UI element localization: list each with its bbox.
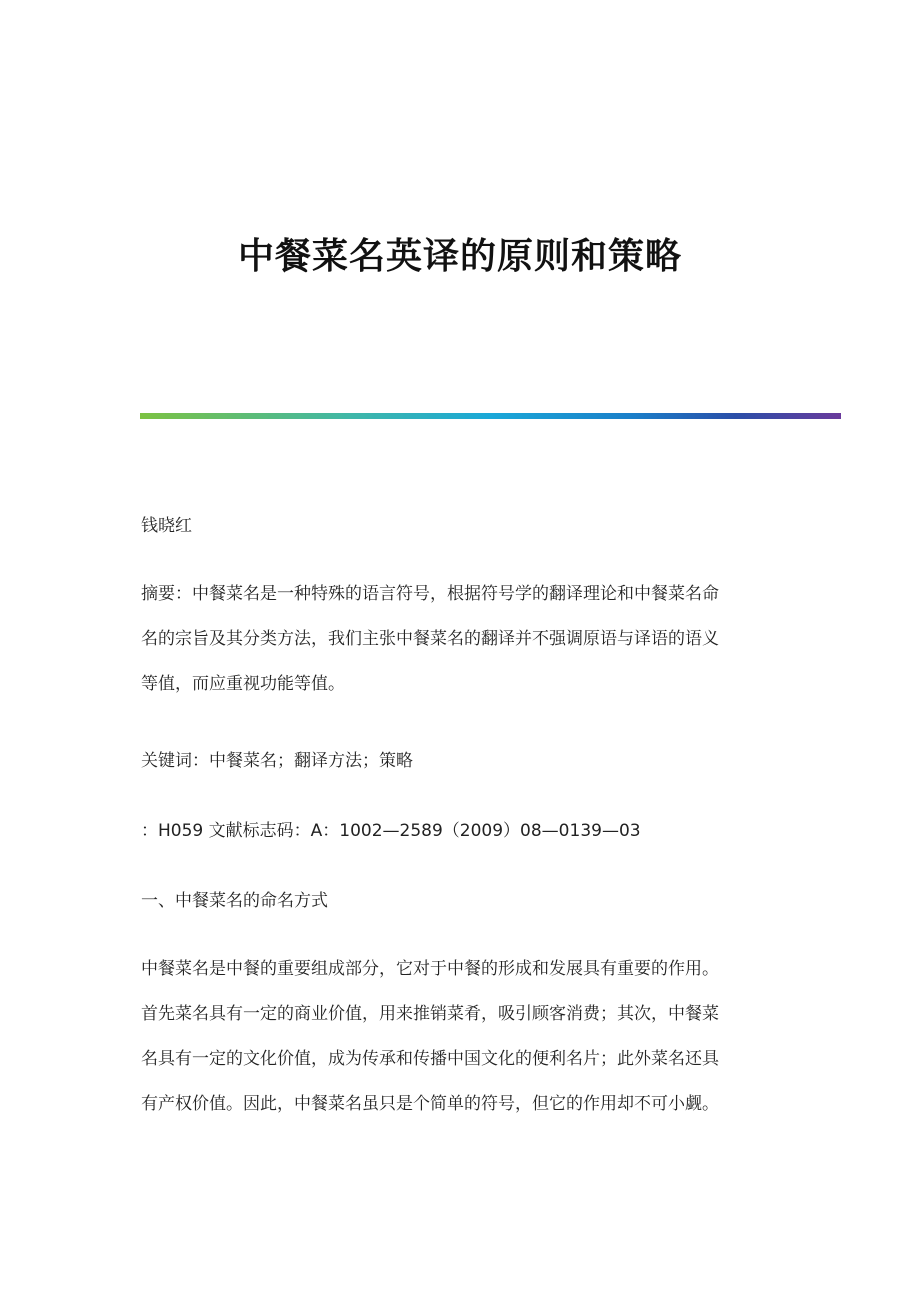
document-title: 中餐菜名英译的原则和策略: [237, 235, 682, 277]
abstract-line: 等值，而应重视功能等值。: [141, 674, 345, 694]
body-line: 中餐菜名是中餐的重要组成部分，它对于中餐的形成和发展具有重要的作用。: [141, 959, 719, 979]
body-line: 名具有一定的文化价值，成为传承和传播中国文化的便利名片；此外菜名还具: [141, 1049, 719, 1069]
abstract-line: 名的宗旨及其分类方法，我们主张中餐菜名的翻译并不强调原语与译语的语义: [141, 629, 719, 649]
abstract-line: 摘要：中餐菜名是一种特殊的语言符号，根据符号学的翻译理论和中餐菜名命: [141, 584, 719, 604]
title-divider: [140, 413, 841, 419]
abstract-paragraph: [141, 572, 781, 707]
body-paragraph: [141, 947, 801, 1127]
keywords-line: 关键词：中餐菜名；翻译方法；策略: [141, 751, 413, 771]
body-line: 有产权价值。因此，中餐菜名虽只是个简单的符号，但它的作用却不可小觑。: [141, 1094, 719, 1114]
author-name: 钱晓红: [141, 516, 192, 536]
classification-line: ：H059 文献标志码：A：1002—2589（2009）08—0139—03: [141, 821, 641, 841]
body-line: 首先菜名具有一定的商业价值，用来推销菜肴，吸引顾客消费；其次，中餐菜: [141, 1004, 719, 1024]
section-heading: 一、中餐菜名的命名方式: [141, 891, 328, 911]
